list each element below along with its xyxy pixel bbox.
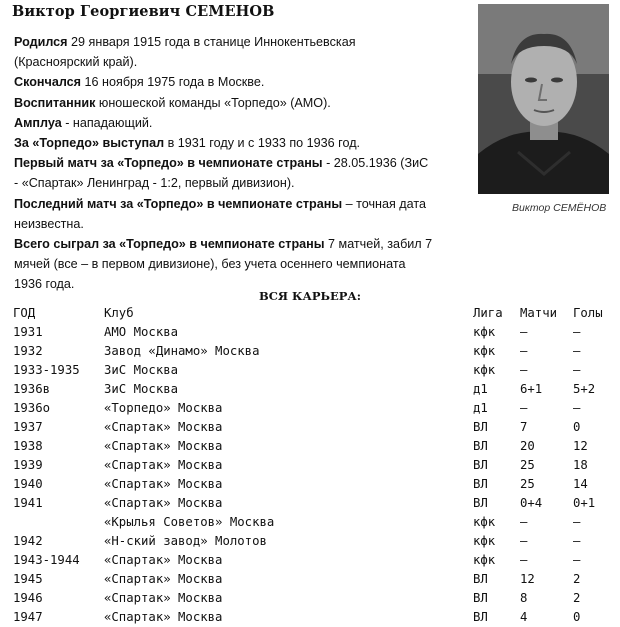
cell-matches: 7 [520, 420, 528, 434]
cell-goals: – [573, 401, 581, 415]
cell-goals: 2 [573, 591, 581, 605]
cell-club: «Спартак» Москва [104, 420, 223, 434]
cell-club: АМО Москва [104, 325, 179, 339]
career-row [13, 589, 613, 608]
bio-totals: Всего сыграл за «Торпедо» в чемпионате страны 7 матчей, забил 7 мячей (все – в первом дивизионе), без учета осеннего чемпионата 1936 года. [14, 237, 433, 292]
bio-last-match: Последний матч за «Торпедо» в чемпионате страны – точная дата неизвестна. [14, 196, 426, 231]
cell-goals: – [573, 344, 581, 358]
cell-matches: – [520, 553, 528, 567]
cell-year: 1931 [13, 325, 43, 339]
cell-league: кфк [473, 325, 496, 339]
cell-league: кфк [473, 553, 496, 567]
cell-goals: – [573, 325, 581, 339]
cell-matches: – [520, 344, 528, 358]
cell-year: 1938 [13, 439, 43, 453]
cell-matches: 8 [520, 591, 528, 605]
cell-year: 1939 [13, 458, 43, 472]
bio-first-match: Первый матч за «Торпедо» в чемпионате страны - 28.05.1936 (ЗиС - «Спартак» Ленинград - 1:2, первый дивизион). [14, 156, 429, 191]
career-row [13, 361, 613, 380]
cell-goals: 0+1 [573, 496, 596, 510]
cell-matches: 0+4 [520, 496, 543, 510]
cell-club: «Крылья Советов» Москва [104, 515, 275, 529]
cell-matches: – [520, 515, 528, 529]
career-table [13, 304, 613, 627]
cell-year [13, 513, 104, 532]
cell-year: 1941 [13, 496, 43, 510]
cell-year: 1940 [13, 477, 43, 491]
cell-goals: – [573, 553, 581, 567]
cell-club: «Спартак» Москва [104, 553, 223, 567]
header-year: ГОД [13, 306, 36, 320]
cell-year: 1945 [13, 572, 43, 586]
cell-goals: 14 [573, 477, 588, 491]
career-row [13, 532, 613, 551]
cell-goals: 18 [573, 458, 588, 472]
career-row [13, 551, 613, 570]
bio-born: Родился 29 января 1915 года в станице Иннокентьевская (Красноярский край). [14, 35, 356, 70]
bio-torpedo-years: За «Торпедо» выступал в 1931 году и с 1933 по 1936 год. [14, 136, 361, 151]
career-row [13, 494, 613, 513]
cell-goals: – [573, 363, 581, 377]
career-heading: ВСЯ КАРЬЕРА: [258, 289, 361, 303]
cell-club: «Спартак» Москва [104, 439, 223, 453]
cell-matches: – [520, 401, 528, 415]
cell-league: ВЛ [473, 496, 488, 510]
cell-club: Завод «Динамо» Москва [104, 344, 260, 358]
cell-league: ВЛ [473, 610, 488, 624]
cell-matches: 6+1 [520, 382, 543, 396]
cell-matches: – [520, 534, 528, 548]
cell-club: ЗиС Москва [104, 363, 179, 377]
cell-league: ВЛ [473, 458, 488, 472]
career-row [13, 437, 613, 456]
header-goals: Голы [573, 306, 603, 320]
cell-club: «Спартак» Москва [104, 496, 223, 510]
cell-goals: 2 [573, 572, 581, 586]
cell-goals: 0 [573, 610, 581, 624]
cell-matches: – [520, 325, 528, 339]
cell-year: 1947 [13, 610, 43, 624]
bio-died: Скончался 16 ноября 1975 года в Москве. [14, 75, 265, 90]
header-club: Клуб [104, 306, 134, 320]
player-portrait-image [478, 4, 609, 194]
cell-year: 1943-1944 [13, 553, 80, 567]
cell-year: 1942 [13, 534, 43, 548]
cell-year: 1937 [13, 420, 43, 434]
cell-club: «Спартак» Москва [104, 610, 223, 624]
header-league: Лига [473, 306, 503, 320]
cell-goals: – [573, 515, 581, 529]
cell-goals: 5+2 [573, 382, 596, 396]
career-row [13, 513, 613, 532]
cell-club: «Спартак» Москва [104, 458, 223, 472]
cell-matches: 25 [520, 458, 535, 472]
career-row [13, 456, 613, 475]
cell-goals: 0 [573, 420, 581, 434]
cell-matches: 4 [520, 610, 528, 624]
cell-year: 1946 [13, 591, 43, 605]
cell-league: кфк [473, 534, 496, 548]
cell-club: «Спартак» Москва [104, 591, 223, 605]
bio-position: Амплуа - нападающий. [14, 115, 153, 130]
career-row [13, 399, 613, 418]
cell-league: ВЛ [473, 439, 488, 453]
photo-caption: Виктор СЕМЁНОВ [512, 202, 607, 214]
cell-matches: 20 [520, 439, 535, 453]
cell-league: ВЛ [473, 420, 488, 434]
cell-league: ВЛ [473, 477, 488, 491]
career-header-row [13, 304, 613, 323]
cell-year: 1936о [13, 401, 51, 415]
cell-matches: 12 [520, 572, 535, 586]
cell-matches: – [520, 363, 528, 377]
cell-year: 1933-1935 [13, 363, 80, 377]
career-row [13, 570, 613, 589]
player-photo [478, 4, 609, 194]
cell-goals: 12 [573, 439, 588, 453]
cell-club: «Торпедо» Москва [104, 401, 223, 415]
cell-club: «Н-ский завод» Молотов [104, 534, 267, 548]
cell-club: «Спартак» Москва [104, 572, 223, 586]
cell-league: д1 [473, 382, 488, 396]
cell-club: ЗиС Москва [104, 382, 179, 396]
cell-league: д1 [473, 401, 488, 415]
cell-club: «Спартак» Москва [104, 477, 223, 491]
cell-year: 1936в [13, 382, 51, 396]
cell-league: кфк [473, 515, 496, 529]
header-matches: Матчи [520, 306, 558, 320]
career-row [13, 323, 613, 342]
page-title: Виктор Георгиевич СЕМЕНОВ [12, 3, 275, 20]
cell-matches: 25 [520, 477, 535, 491]
biography [14, 32, 434, 295]
career-row [13, 380, 613, 399]
cell-league: кфк [473, 344, 496, 358]
cell-league: ВЛ [473, 572, 488, 586]
cell-goals: – [573, 534, 581, 548]
cell-league: кфк [473, 363, 496, 377]
career-row [13, 608, 613, 627]
cell-year: 1932 [13, 344, 43, 358]
career-row [13, 342, 613, 361]
career-row [13, 475, 613, 494]
cell-league: ВЛ [473, 591, 488, 605]
bio-youth-team: Воспитанник юношеской команды «Торпедо» (АМО). [14, 95, 331, 110]
career-row [13, 418, 613, 437]
